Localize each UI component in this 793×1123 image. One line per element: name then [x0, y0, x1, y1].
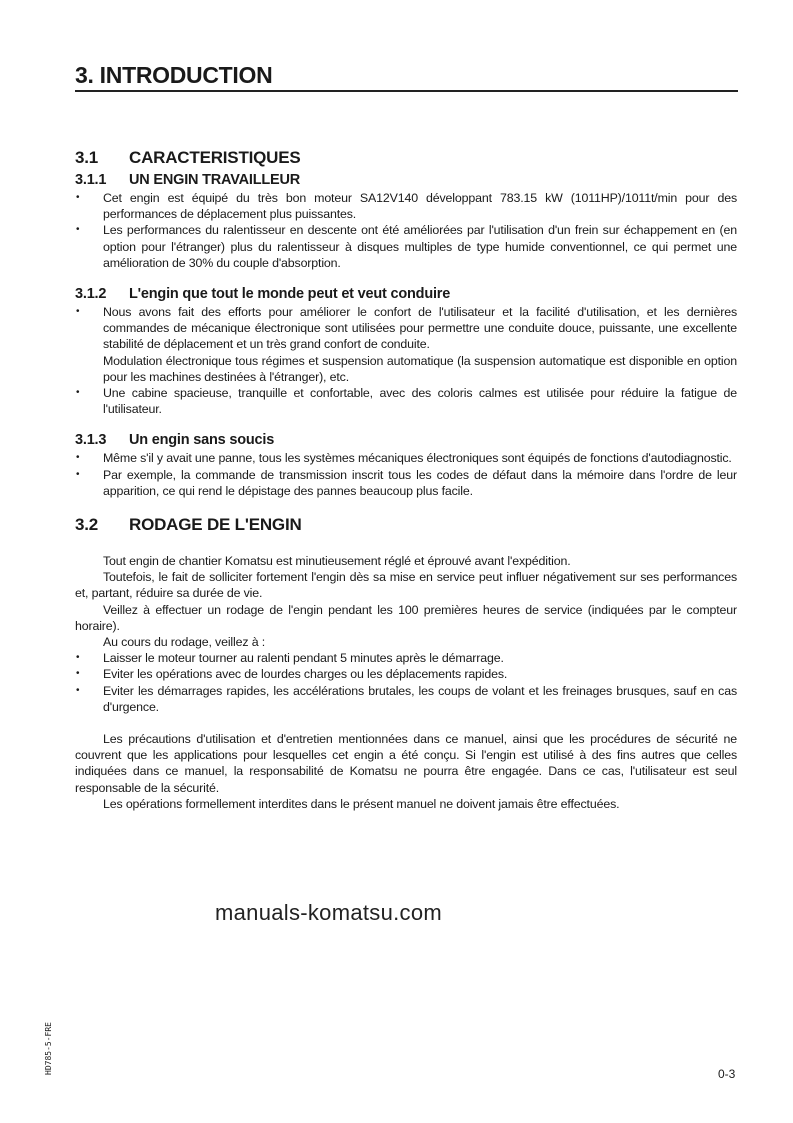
watermark: manuals-komatsu.com	[215, 900, 442, 925]
section-title: RODAGE DE L'ENGIN	[129, 515, 302, 535]
paragraph: Au cours du rodage, veillez à :	[103, 635, 266, 650]
list-item: • Même s'il y avait une panne, tous les systèmes mécaniques électroniques sont équipés de fonctions d'autodiagnostic.	[75, 450, 737, 466]
list-item: • Cet engin est équipé du très bon moteur SA12V140 développant 783.15 kW (1011HP)/1011t/min pour des performances de déplacement plus puissantes.	[75, 190, 737, 222]
section-3-1-1-heading	[75, 171, 738, 189]
document-code: HD785-5-FRE	[44, 1022, 53, 1075]
list-item-continuation: Modulation électronique tous régimes et suspension automatique (la suspension automatique est disponible en option pour les machines destinées à l'étranger), etc.	[103, 353, 737, 384]
spacer	[75, 715, 737, 731]
list-item: • Eviter les démarrages rapides, les accélérations brutales, les coups de volant et les freinages brusques, sauf en cas d'urgence.	[75, 683, 737, 715]
section-number: 3.1.1	[75, 172, 107, 188]
page-title: 3. INTRODUCTION	[75, 62, 273, 88]
paragraph: Toutefois, le fait de solliciter fortement l'engin dès sa mise en service peut influer négativement sur ses performances et, partant, réduire sa durée de vie.	[75, 570, 737, 601]
section-title: UN ENGIN TRAVAILLEUR	[129, 172, 301, 188]
section-3-2-body	[75, 553, 737, 812]
page-number: 0-3	[718, 1067, 736, 1081]
page-content	[75, 62, 738, 812]
section-3-1-3-list	[75, 450, 737, 499]
paragraph: Tout engin de chantier Komatsu est minutieusement réglé et éprouvé avant l'expédition.	[103, 554, 571, 569]
section-number: 3.2	[75, 515, 99, 535]
section-3-1-heading	[75, 148, 738, 168]
section-title: CARACTERISTIQUES	[129, 148, 301, 167]
title-rule	[75, 90, 738, 92]
section-3-1-2-heading	[75, 285, 738, 303]
section-number: 3.1.3	[75, 432, 107, 449]
paragraph: Les opérations formellement interdites dans le présent manuel ne doivent jamais être effectuées.	[103, 796, 620, 811]
paragraph: Les précautions d'utilisation et d'entretien mentionnées dans ce manuel, ainsi que les procédures de sécurité ne couvrent que les applications pour lesquelles cet engin a été conçu. Si l'engin est utilisé à des fins autres que celles indiquées dans ce manuel, la responsabilité de Komatsu ne pourra être engagée. Dans ce cas, l'utilisateur est seul responsable de la sécurité.	[75, 732, 737, 795]
list-item: • Par exemple, la commande de transmission inscrit tous les codes de défaut dans la mémoire dans l'ordre de leur apparition, ce qui rend le dépistage des pannes beaucoup plus facile.	[75, 467, 737, 499]
section-title: Un engin sans soucis	[129, 432, 275, 449]
section-number: 3.1	[75, 148, 99, 167]
section-3-1-1-list	[75, 190, 737, 271]
section-3-1-3-heading	[75, 431, 738, 449]
paragraph: Veillez à effectuer un rodage de l'engin pendant les 100 premières heures de service (indiquées par le compteur horaire).	[75, 602, 737, 633]
list-item: • Nous avons fait des efforts pour améliorer le confort de l'utilisateur et la facilité d'utilisation, et les dernières commandes de mécanique électronique sont utilisées pour permettre une conduite douce, puissante, une excellente stabilité de déplacement et un très grand confort de conduite.	[75, 304, 737, 353]
list-item: • Les performances du ralentisseur en descente ont été améliorées par l'utilisation d'un frein sur échappement en (en option pour l'étranger) plus du ralentisseur à disques multiples de type humide conventionnel, ce qui permet une amélioration de 30% du couple d'absorption.	[75, 222, 737, 271]
list-item: • Laisser le moteur tourner au ralenti pendant 5 minutes après le démarrage.	[75, 650, 737, 666]
section-number: 3.1.2	[75, 286, 107, 303]
list-item: • Eviter les opérations avec de lourdes charges ou les déplacements rapides.	[75, 666, 737, 682]
section-3-1-2-list	[75, 304, 737, 417]
list-item: • Une cabine spacieuse, tranquille et confortable, avec des coloris calmes est utilisée pour réduire la fatigue de l'utilisateur.	[75, 385, 737, 417]
section-title: L'engin que tout le monde peut et veut conduire	[129, 286, 451, 303]
section-3-2-heading	[75, 515, 738, 535]
